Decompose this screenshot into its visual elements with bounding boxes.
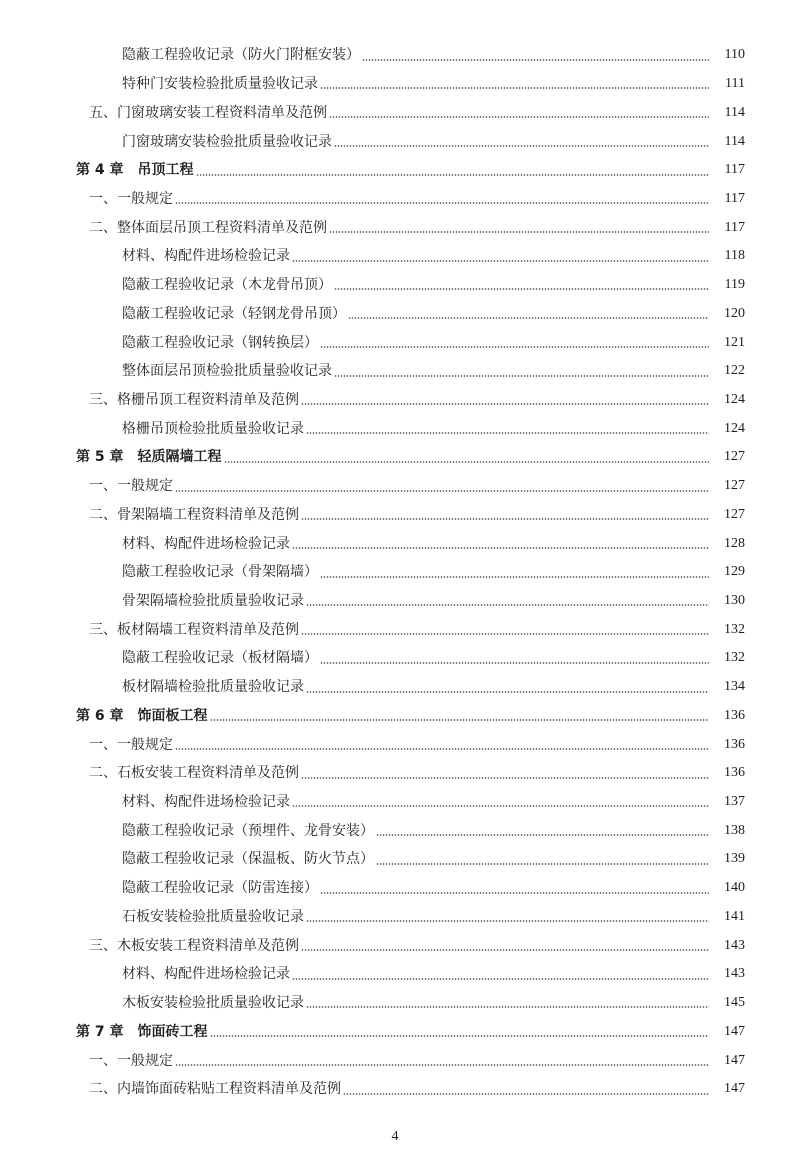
chapter-title: 饰面板工程 <box>137 707 208 724</box>
toc-entry-page: 117 <box>724 190 745 206</box>
toc-entry-section[interactable] <box>0 1046 790 1075</box>
toc-entry-title: 隐蔽工程验收记录（防雷连接） <box>122 880 318 897</box>
toc-entry-item[interactable] <box>0 414 790 443</box>
dot-leader <box>196 174 710 176</box>
dot-leader <box>292 547 709 549</box>
toc-entry-item[interactable] <box>0 558 790 587</box>
toc-entry-page: 140 <box>724 880 745 896</box>
dot-leader <box>362 59 709 61</box>
toc-entry-title: 一、一般规定 <box>89 736 173 753</box>
toc-entry-page: 130 <box>724 593 745 609</box>
toc-entry-title: 木板安装检验批质量验收记录 <box>122 995 304 1012</box>
toc-entry-item[interactable] <box>0 960 790 989</box>
toc-entry-title <box>76 163 194 177</box>
toc-entry-item[interactable] <box>0 816 790 845</box>
toc-entry-page: 132 <box>724 621 745 637</box>
dot-leader <box>376 863 709 865</box>
toc-entry-title: 一、一般规定 <box>89 190 173 207</box>
toc-entry-page: 141 <box>724 908 745 924</box>
toc-entry-page: 138 <box>724 822 745 838</box>
toc-entry-item[interactable] <box>0 529 790 558</box>
toc-entry-title: 隐蔽工程验收记录（板材隔墙） <box>122 650 318 667</box>
toc-entry-section[interactable] <box>0 185 790 214</box>
dot-leader <box>292 978 709 980</box>
toc-entry-chapter[interactable] <box>0 443 790 472</box>
dot-leader <box>224 461 710 463</box>
toc-entry-item[interactable] <box>0 989 790 1018</box>
toc-entry-title: 材料、构配件进场检验记录 <box>122 535 290 552</box>
toc-entry-item[interactable] <box>0 127 790 156</box>
toc-entry-title: 整体面层吊顶检验批质量验收记录 <box>122 363 332 380</box>
chapter-number: 第 4 章 <box>76 162 124 179</box>
dot-leader <box>320 576 709 578</box>
toc-entry-page: 117 <box>724 162 745 178</box>
dot-leader <box>301 949 709 951</box>
toc-entry-page: 120 <box>724 305 745 321</box>
dot-leader <box>292 805 709 807</box>
toc-entry-page: 132 <box>724 650 745 666</box>
toc-entry-page: 124 <box>724 420 745 436</box>
chapter-number: 第 7 章 <box>76 1023 124 1040</box>
dot-leader <box>334 375 709 377</box>
dot-leader <box>306 920 709 922</box>
toc-entry-section[interactable] <box>0 213 790 242</box>
toc-entry-page: 122 <box>724 363 745 379</box>
toc-entry-page: 136 <box>724 765 745 781</box>
toc-entry-section[interactable] <box>0 501 790 530</box>
toc-entry-title: 隐蔽工程验收记录（预埋件、龙骨安装） <box>122 822 374 839</box>
toc-entry-title: 隐蔽工程验收记录（轻钢龙骨吊顶） <box>122 305 346 322</box>
chapter-number: 第 5 章 <box>76 449 124 466</box>
chapter-title: 饰面砖工程 <box>137 1023 208 1040</box>
dot-leader <box>320 662 709 664</box>
toc-entry-page: 114 <box>724 133 745 149</box>
toc-entry-title: 材料、构配件进场检验记录 <box>122 248 290 265</box>
dot-leader <box>376 834 709 836</box>
chapter-number: 第 6 章 <box>76 707 124 724</box>
toc-entry-title: 二、骨架隔墙工程资料清单及范例 <box>89 506 299 523</box>
toc-entry-item[interactable] <box>0 242 790 271</box>
dot-leader <box>306 1006 709 1008</box>
toc-entry-title: 二、石板安装工程资料清单及范例 <box>89 765 299 782</box>
toc-entry-section[interactable] <box>0 386 790 415</box>
dot-leader <box>320 892 709 894</box>
toc-entry-title <box>76 450 222 464</box>
toc-entry-item[interactable] <box>0 41 790 70</box>
toc-entry-page: 143 <box>724 937 745 953</box>
toc-entry-title: 材料、构配件进场检验记录 <box>122 966 290 983</box>
toc-entry-section[interactable] <box>0 472 790 501</box>
dot-leader <box>329 231 709 233</box>
toc-entry-item[interactable] <box>0 903 790 932</box>
toc-entry-page: 127 <box>724 506 745 522</box>
toc-entry-title: 骨架隔墙检验批质量验收记录 <box>122 593 304 610</box>
dot-leader <box>320 87 709 89</box>
toc-entry-item[interactable] <box>0 644 790 673</box>
toc-entry-title: 三、板材隔墙工程资料清单及范例 <box>89 621 299 638</box>
toc-entry-chapter[interactable] <box>0 1017 790 1046</box>
toc-entry-title: 隐蔽工程验收记录（保温板、防火节点） <box>122 851 374 868</box>
toc-entry-title: 石板安装检验批质量验收记录 <box>122 908 304 925</box>
toc-entry-title: 二、整体面层吊顶工程资料清单及范例 <box>89 219 327 236</box>
toc-entry-section[interactable] <box>0 931 790 960</box>
dot-leader <box>210 1035 710 1037</box>
toc-entry-title: 一、一般规定 <box>89 1052 173 1069</box>
toc-entry-item[interactable] <box>0 271 790 300</box>
toc-entry-title: 隐蔽工程验收记录（钢转换层） <box>122 334 318 351</box>
toc-entry-page: 139 <box>724 851 745 867</box>
toc-entry-title: 板材隔墙检验批质量验收记录 <box>122 679 304 696</box>
page-number: 4 <box>391 1129 399 1144</box>
toc-entry-item[interactable] <box>0 587 790 616</box>
dot-leader <box>175 202 709 204</box>
toc-entry-item[interactable] <box>0 357 790 386</box>
dot-leader <box>334 145 709 147</box>
dot-leader <box>306 604 709 606</box>
toc-entry-page: 134 <box>724 679 745 695</box>
toc-entry-page: 128 <box>724 535 745 551</box>
toc-entry-title: 格栅吊顶检验批质量验收记录 <box>122 420 304 437</box>
toc-entry-item[interactable] <box>0 673 790 702</box>
toc-entry-title: 材料、构配件进场检验记录 <box>122 794 290 811</box>
toc-entry-title: 一、一般规定 <box>89 478 173 495</box>
toc-entry-page: 114 <box>724 104 745 120</box>
toc-entry-page: 124 <box>724 391 745 407</box>
toc-entry-item[interactable] <box>0 328 790 357</box>
toc-entry-item[interactable] <box>0 874 790 903</box>
toc-entry-page: 118 <box>724 248 745 264</box>
dot-leader <box>348 317 709 319</box>
dot-leader <box>301 633 709 635</box>
toc-entry-page: 136 <box>724 707 745 723</box>
toc-entry-item[interactable] <box>0 299 790 328</box>
dot-leader <box>175 490 709 492</box>
dot-leader <box>306 691 709 693</box>
toc-entry-page: 111 <box>725 76 745 92</box>
dot-leader <box>175 1064 709 1066</box>
dot-leader <box>320 346 709 348</box>
toc-entry-page: 147 <box>724 1052 745 1068</box>
toc-entry-item[interactable] <box>0 70 790 99</box>
toc-entry-section[interactable] <box>0 615 790 644</box>
toc-entry-page: 129 <box>724 564 745 580</box>
dot-leader <box>210 719 710 721</box>
dot-leader <box>292 260 709 262</box>
toc-entry-section[interactable] <box>0 1075 790 1104</box>
toc-entry-title: 二、内墙饰面砖粘贴工程资料清单及范例 <box>89 1081 341 1098</box>
chapter-title: 吊顶工程 <box>137 162 194 179</box>
toc-entry-title: 门窗玻璃安装检验批质量验收记录 <box>122 133 332 150</box>
toc-entry-page: 145 <box>724 995 745 1011</box>
toc-entry-title: 三、格栅吊顶工程资料清单及范例 <box>89 391 299 408</box>
toc-entry-title: 隐蔽工程验收记录（骨架隔墙） <box>122 564 318 581</box>
dot-leader <box>301 518 709 520</box>
toc-entry-page: 147 <box>724 1081 745 1097</box>
toc-entry-section[interactable] <box>0 759 790 788</box>
toc-entry-chapter[interactable] <box>0 156 790 185</box>
toc-entry-title: 隐蔽工程验收记录（木龙骨吊顶） <box>122 277 332 294</box>
toc-entry-page: 127 <box>724 478 745 494</box>
dot-leader <box>343 1093 709 1095</box>
toc-entry-title: 特种门安装检验批质量验收记录 <box>122 76 318 93</box>
dot-leader <box>334 288 709 290</box>
toc-entry-section[interactable] <box>0 730 790 759</box>
toc-entry-page: 110 <box>724 47 745 63</box>
toc-entry-section[interactable] <box>0 98 790 127</box>
toc-entry-item[interactable] <box>0 788 790 817</box>
dot-leader <box>306 432 709 434</box>
toc-entry-title <box>76 709 208 723</box>
toc-entry-page: 119 <box>724 277 745 293</box>
toc-entry-chapter[interactable] <box>0 702 790 731</box>
toc-entry-page: 137 <box>724 794 745 810</box>
table-of-contents <box>0 41 790 1104</box>
dot-leader <box>301 403 709 405</box>
dot-leader <box>301 777 709 779</box>
toc-entry-page: 136 <box>724 736 745 752</box>
toc-entry-page: 143 <box>724 966 745 982</box>
toc-entry-title: 三、木板安装工程资料清单及范例 <box>89 937 299 954</box>
toc-entry-item[interactable] <box>0 845 790 874</box>
toc-entry-title <box>76 1025 208 1039</box>
toc-entry-page: 127 <box>724 449 745 465</box>
chapter-title: 轻质隔墙工程 <box>137 449 222 466</box>
toc-entry-page: 121 <box>724 334 745 350</box>
dot-leader <box>175 748 709 750</box>
toc-entry-page: 117 <box>724 219 745 235</box>
dot-leader <box>329 116 709 118</box>
toc-entry-title: 五、门窗玻璃安装工程资料清单及范例 <box>89 104 327 121</box>
toc-entry-page: 147 <box>724 1023 745 1039</box>
toc-entry-title: 隐蔽工程验收记录（防火门附框安装） <box>122 47 360 64</box>
